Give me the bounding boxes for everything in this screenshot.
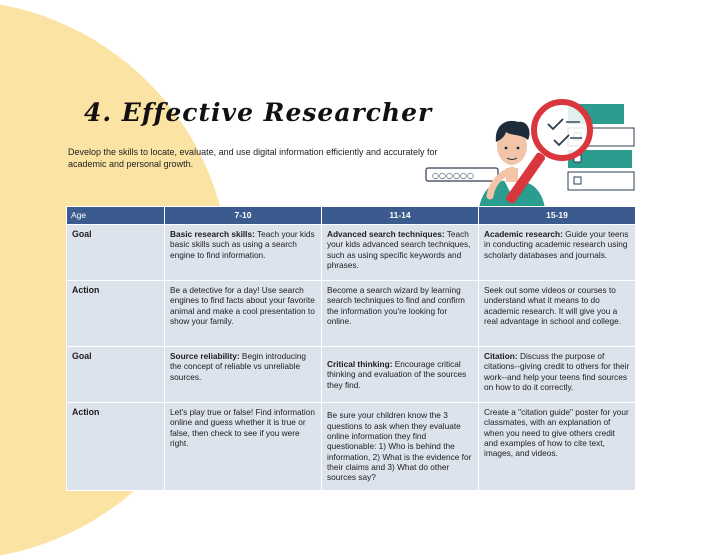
page-title: 4. Effective Researcher <box>84 98 433 127</box>
table-cell: Academic research: Guide your teens in conducting academic research using scholarly databases and journals. <box>479 225 636 281</box>
table-cell: Advanced search techniques: Teach your kids advanced search techniques, such as using specific keywords and phrases. <box>322 225 479 281</box>
table-header-row <box>67 207 636 225</box>
column-header-15-19: 15-19 <box>479 207 636 225</box>
table-cell: Basic research skills: Teach your kids basic skills such as using a search engine to find information. <box>165 225 322 281</box>
row-label: Goal <box>67 225 165 281</box>
table-cell: Become a search wizard by learning search techniques to find and confirm the information you're looking for online. <box>322 281 479 347</box>
row-label: Action <box>67 281 165 347</box>
table-cell: Critical thinking: Encourage critical thinking and evaluation of the sources they find. <box>322 347 479 403</box>
row-label: Goal <box>67 347 165 403</box>
table-cell: Be sure your children know the 3 questions to ask when they evaluate online information they find questionable: 1) Who is behind the information, 2) What is the evidence for their claims and 3) What do other sources say? <box>322 403 479 491</box>
magnifier-lens <box>534 102 590 158</box>
table-cell: Seek out some videos or courses to understand what it means to do academic research. It will give you a real advantage in school and college. <box>479 281 636 347</box>
column-header-11-14: 11-14 <box>322 207 479 225</box>
table-row <box>67 281 636 347</box>
search-bar-dots: ○○○○○○ <box>432 171 474 180</box>
table-cell: Create a "citation guide" poster for your classmates, with an explanation of when you need to give others credit and examples of how to cite text, images, and videos. <box>479 403 636 491</box>
researcher-illustration <box>420 96 640 222</box>
row-label: Action <box>67 403 165 491</box>
table-cell: Citation: Discuss the purpose of citations--giving credit to others for their work--and help your teens find sources on how to do it correctly. <box>479 347 636 403</box>
table-cell: Let's play true or false! Find information online and guess whether it is true or false, then check to see if you were right. <box>165 403 322 491</box>
page-subtitle: Develop the skills to locate, evaluate, and use digital information efficiently and accurately for academic and personal growth. <box>68 147 438 169</box>
table-row <box>67 347 636 403</box>
column-header-7-10: 7-10 <box>165 207 322 225</box>
research-skills-table <box>66 206 636 491</box>
table-cell: Be a detective for a day! Use search engines to find facts about your favorite animal and make a cool presentation to show your family. <box>165 281 322 347</box>
table-cell: Source reliability: Begin introducing the concept of reliable vs unreliable sources. <box>165 347 322 403</box>
table-row <box>67 403 636 491</box>
column-header-age: Age <box>67 207 165 225</box>
table-row <box>67 225 636 281</box>
